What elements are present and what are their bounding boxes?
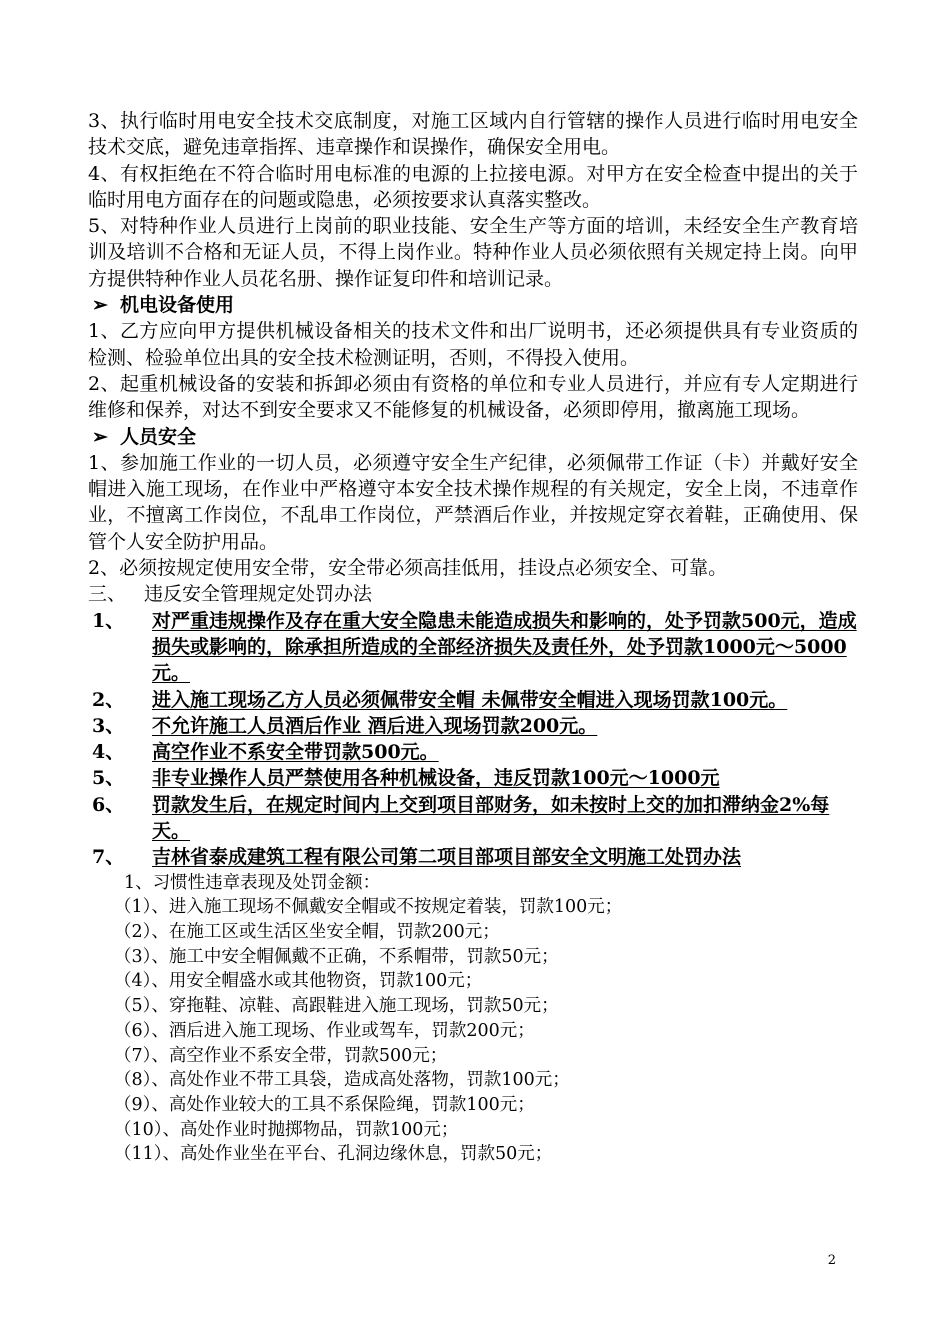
penalty-item: [88, 713, 858, 739]
penalty-text: 吉林省泰成建筑工程有限公司第二项目部项目部安全文明施工处罚办法: [152, 846, 742, 869]
list-item: （10）、高处作业时抛掷物品，罚款100元；: [114, 1119, 459, 1140]
list-item: （2）、在施工区或生活区坐安全帽，罚款200元；: [114, 922, 500, 943]
penalty-number: 4、: [92, 741, 125, 764]
penalty-item: [88, 608, 858, 687]
penalty-item: [88, 792, 858, 845]
penalty-number: 6、: [92, 793, 125, 816]
list-item: （3）、施工中安全帽佩戴不正确，不系帽带，罚款50元；: [114, 946, 559, 967]
penalty-text: 进入施工现场乙方人员必须佩带安全帽 未佩带安全帽进入现场罚款100元。: [152, 688, 788, 711]
habitual-heading: 1、习惯性违章表现及处罚金额：: [124, 872, 381, 893]
penalty-text: 罚款发生后，在规定时间内上交到项目部财务，如未按时上交的加扣滞纳金2%每天。: [152, 793, 830, 843]
section-heading-personnel: [88, 424, 858, 450]
arrow-bullet-icon: ➢: [92, 425, 108, 448]
section-title: 机电设备使用: [120, 294, 235, 317]
penalty-item: [88, 687, 858, 713]
list-item: （9）、高处作业较大的工具不系保险绳，罚款100元；: [114, 1094, 535, 1115]
penalty-item: [88, 739, 858, 765]
penalty-text: 对严重违规操作及存在重大安全隐患未能造成损失和影响的，处予罚款500元，造成损失或影响的，除承担所造成的全部经济损失及责任外，处予罚款1000元～5000元。: [152, 609, 857, 685]
paragraph: 3、执行临时用电安全技术交底制度，对施工区域内自行管辖的操作人员进行临时用电安全技术交底，避免违章指挥、违章操作和误操作，确保安全用电。: [88, 110, 858, 159]
paragraph: 2、必须按规定使用安全带，安全带必须高挂低用，挂设点必须安全、可靠。: [88, 557, 728, 580]
list-item: （7）、高空作业不系安全带，罚款500元；: [114, 1045, 448, 1066]
penalty-number: 3、: [92, 714, 125, 737]
section-heading-penalties: [88, 581, 858, 607]
page-number: 2: [827, 1253, 836, 1268]
penalty-text: 非专业操作人员严禁使用各种机械设备，违反罚款100元～1000元: [152, 767, 720, 790]
penalty-number: 5、: [92, 767, 125, 790]
paragraph: 5、对特种作业人员进行上岗前的职业技能、安全生产等方面的培训，未经安全生产教育培训及培训不合格和无证人员，不得上岗作业。特种作业人员必须依照有关规定持上岗。向甲方提供特种作业人员花名册、操作证复印件和培训记录。: [88, 215, 858, 290]
section-heading-machine: [88, 292, 858, 318]
list-item: （6）、酒后进入施工现场、作业或驾车，罚款200元；: [114, 1020, 535, 1041]
list-item: （5）、穿拖鞋、凉鞋、高跟鞋进入施工现场，罚款50元；: [114, 996, 559, 1017]
list-item: （8）、高处作业不带工具袋，造成高处落物，罚款100元；: [114, 1070, 570, 1091]
penalty-text: 不允许施工人员酒后作业 酒后进入现场罚款200元。: [152, 714, 598, 737]
penalty-number: 2、: [92, 688, 125, 711]
section-title: 违反安全管理规定处罚办法: [144, 583, 373, 606]
penalty-number: 7、: [92, 846, 125, 869]
list-item: （4）、用安全帽盛水或其他物资，罚款100元；: [114, 971, 483, 992]
paragraph: 4、有权拒绝在不符合临时用电标准的电源的上拉接电源。对甲方在安全检查中提出的关于临时用电方面存在的问题或隐患，必须按要求认真落实整改。: [88, 162, 858, 211]
penalty-number: 1、: [92, 609, 125, 632]
paragraph: 1、参加施工作业的一切人员，必须遵守安全生产纪律，必须佩带工作证（卡）并戴好安全帽进入施工现场，在作业中严格遵守本安全技术操作规程的有关规定，安全上岗，不违章作业，不擅离工作岗位，不乱串工作岗位，严禁酒后作业，并按规定穿衣着鞋，正确使用、保管个人安全防护用品。: [88, 451, 858, 553]
list-item: （11）、高处作业坐在平台、孔洞边缘休息，罚款50元；: [114, 1144, 553, 1165]
section-number: 三、: [88, 583, 127, 606]
penalty-item: [88, 765, 858, 791]
paragraph: 2、起重机械设备的安装和拆卸必须由有资格的单位和专业人员进行，并应有专人定期进行维修和保养，对达不到安全要求又不能修复的机械设备，必须即停用，撤离施工现场。: [88, 372, 858, 422]
penalty-text: 高空作业不系安全带罚款500元。: [152, 741, 439, 764]
section-title: 人员安全: [120, 425, 197, 448]
paragraph: 1、乙方应向甲方提供机械设备相关的技术文件和出厂说明书，还必须提供具有专业资质的检测、检验单位出具的安全技术检测证明，否则，不得投入使用。: [88, 320, 858, 369]
list-item: （1）、进入施工现场不佩戴安全帽或不按规定着装，罚款100元；: [114, 897, 623, 918]
document-body: [88, 108, 858, 1167]
arrow-bullet-icon: ➢: [92, 294, 108, 317]
penalty-item: [88, 844, 858, 870]
